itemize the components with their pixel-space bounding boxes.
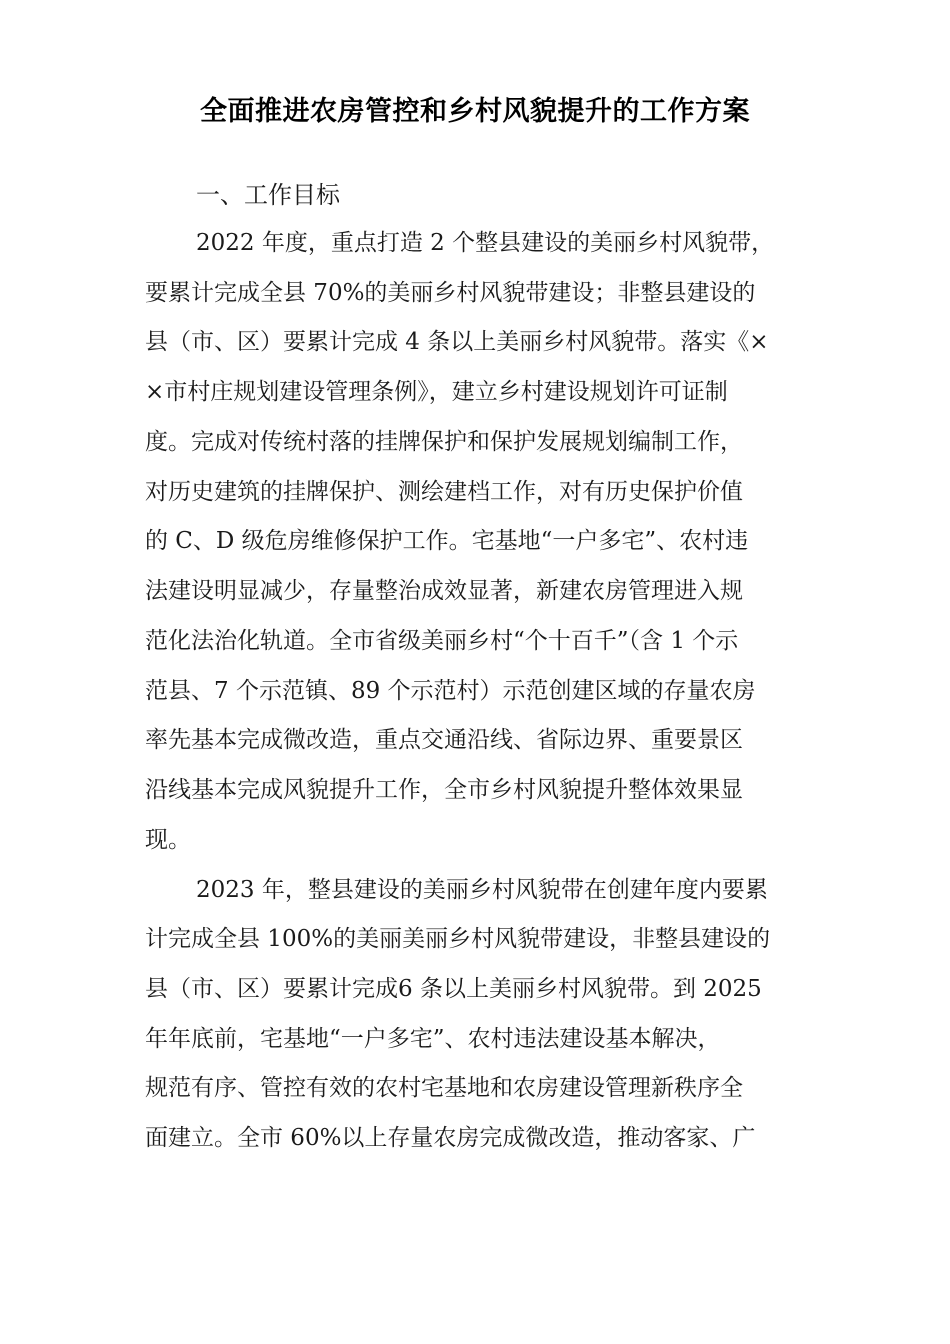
paragraph-2-line-4: 年年底前，宅基地“一户多宅”、农村违法建设基本解决，: [145, 1026, 721, 1052]
paragraph-1-line-7: 的 C、D 级危房维修保护工作。宅基地“一户多宅”、农村违: [145, 528, 749, 554]
paragraph-1-line-12: 沿线基本完成风貌提升工作，全市乡村风貌提升整体效果显: [145, 777, 743, 803]
paragraph-1-line-10: 范县、7 个示范镇、89 个示范村）示范创建区域的存量农房: [145, 678, 756, 704]
paragraph-2-line-3: 县（市、区）要累计完成6 条以上美丽乡村风貌带。到 2025: [145, 976, 762, 1002]
paragraph-1-line-9: 范化法治化轨道。全市省级美丽乡村“个十百千”（含 1 个示: [145, 628, 739, 654]
paragraph-1-line-2: 要累计完成全县 70%的美丽乡村风貌带建设；非整县建设的: [145, 280, 756, 306]
section-heading: 一、工作目标: [196, 181, 340, 209]
paragraph-2-line-5: 规范有序、管控有效的农村宅基地和农房建设管理新秩序全: [145, 1075, 743, 1101]
paragraph-1-line-8: 法建设明显减少，存量整治成效显著，新建农房管理进入规: [145, 578, 743, 604]
paragraph-1-line-5: 度。完成对传统村落的挂牌保护和保护发展规划编制工作，: [145, 429, 743, 455]
paragraph-2-line-1: 2023 年，整县建设的美丽乡村风貌带在创建年度内要累: [196, 877, 768, 903]
document-title: 全面推进农房管控和乡村风貌提升的工作方案: [200, 96, 750, 127]
paragraph-1-line-13: 现。: [145, 827, 191, 853]
paragraph-2-line-2: 计完成全县 100%的美丽美丽乡村风貌带建设，非整县建设的: [145, 926, 771, 952]
paragraph-1-line-6: 对历史建筑的挂牌保护、测绘建档工作，对有历史保护价值: [145, 479, 743, 505]
paragraph-2-line-6: 面建立。全市 60%以上存量农房完成微改造，推动客家、广: [145, 1125, 756, 1151]
paragraph-1-line-11: 率先基本完成微改造，重点交通沿线、省际边界、重要景区: [145, 727, 743, 753]
paragraph-1-line-3: 县（市、区）要累计完成 4 条以上美丽乡村风貌带。落实《×: [145, 329, 769, 355]
paragraph-1-line-4: ×市村庄规划建设管理条例》，建立乡村建设规划许可证制: [145, 379, 728, 405]
paragraph-1-line-1: 2022 年度，重点打造 2 个整县建设的美丽乡村风貌带，: [196, 230, 775, 256]
